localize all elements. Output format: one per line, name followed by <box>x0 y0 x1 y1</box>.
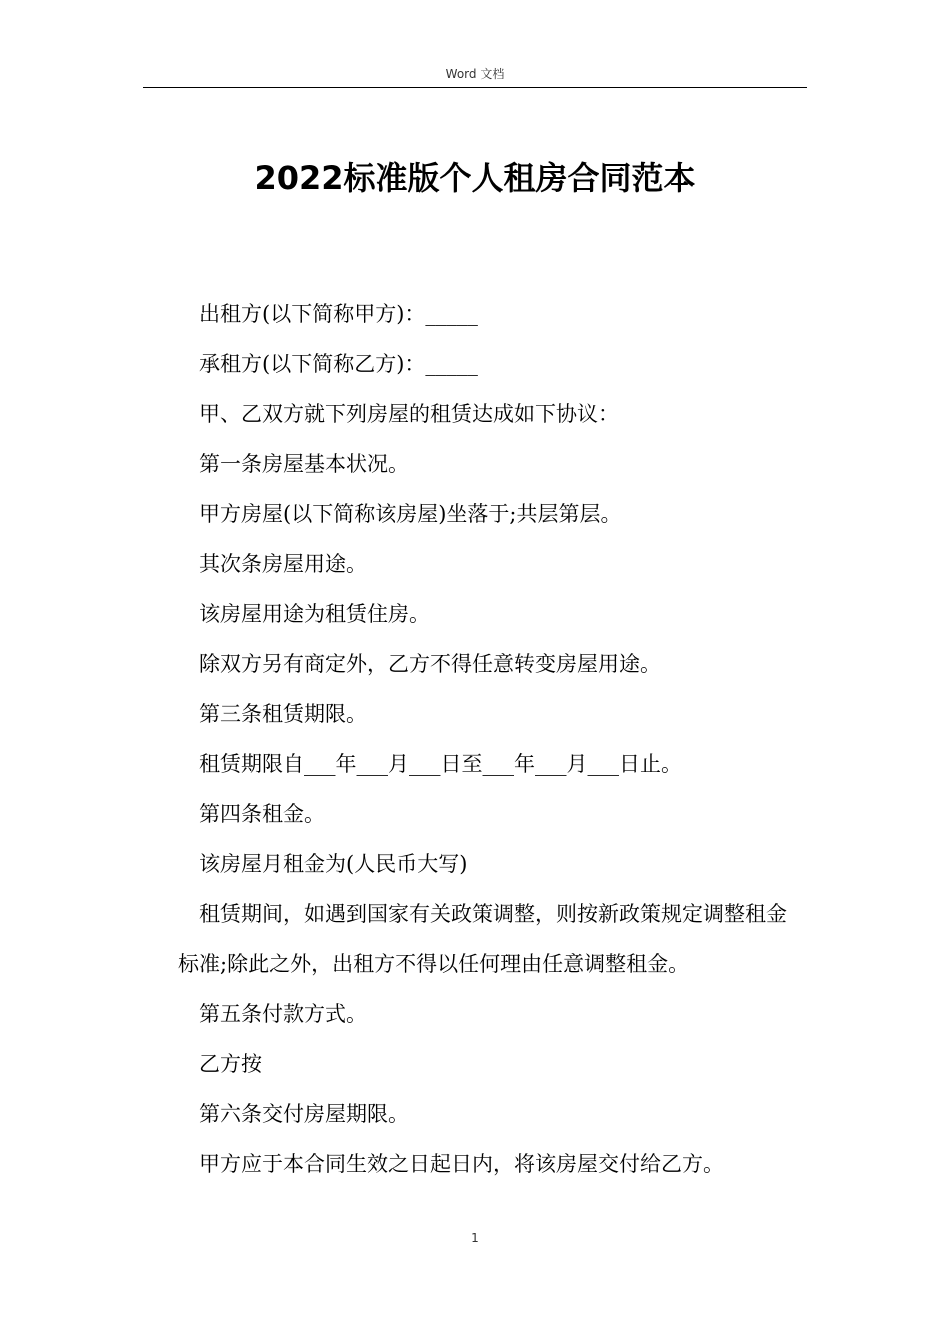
page-number: 1 <box>471 1231 479 1245</box>
paragraph: 该房屋用途为租赁住房。 <box>199 602 430 626</box>
document-title: 2022标准版个人租房合同范本 <box>254 159 696 197</box>
paragraph: 除双方另有商定外，乙方不得任意转变房屋用途。 <box>199 652 661 676</box>
paragraph: 第六条交付房屋期限。 <box>199 1102 409 1126</box>
paragraph: 甲方房屋(以下简称该房屋)坐落于;共层第层。 <box>199 502 622 526</box>
paragraph: 第五条付款方式。 <box>199 1002 367 1026</box>
paragraph: 承租方(以下简称乙方)：_____ <box>199 352 478 376</box>
paragraph: 该房屋月租金为(人民币大写) <box>199 852 468 876</box>
header-divider <box>143 87 807 88</box>
paragraph: 出租方(以下简称甲方)：_____ <box>199 302 478 326</box>
paragraph: 其次条房屋用途。 <box>199 552 367 576</box>
paragraph: 第四条租金。 <box>199 802 325 826</box>
paragraph: 租赁期间，如遇到国家有关政策调整，则按新政策规定调整租金标准;除此之外，出租方不得以任何理由任意调整租金。 <box>178 902 787 976</box>
paragraph: 甲、乙双方就下列房屋的租赁达成如下协议： <box>199 402 619 426</box>
paragraph: 第一条房屋基本状况。 <box>199 452 409 476</box>
paragraph: 甲方应于本合同生效之日起日内，将该房屋交付给乙方。 <box>199 1152 724 1176</box>
paragraph: 租赁期限自___年___月___日至___年___月___日止。 <box>199 752 682 776</box>
document-body <box>178 289 804 1189</box>
page-header: Word 文档 <box>445 67 505 81</box>
paragraph: 第三条租赁期限。 <box>199 702 367 726</box>
paragraph: 乙方按 <box>199 1052 262 1076</box>
